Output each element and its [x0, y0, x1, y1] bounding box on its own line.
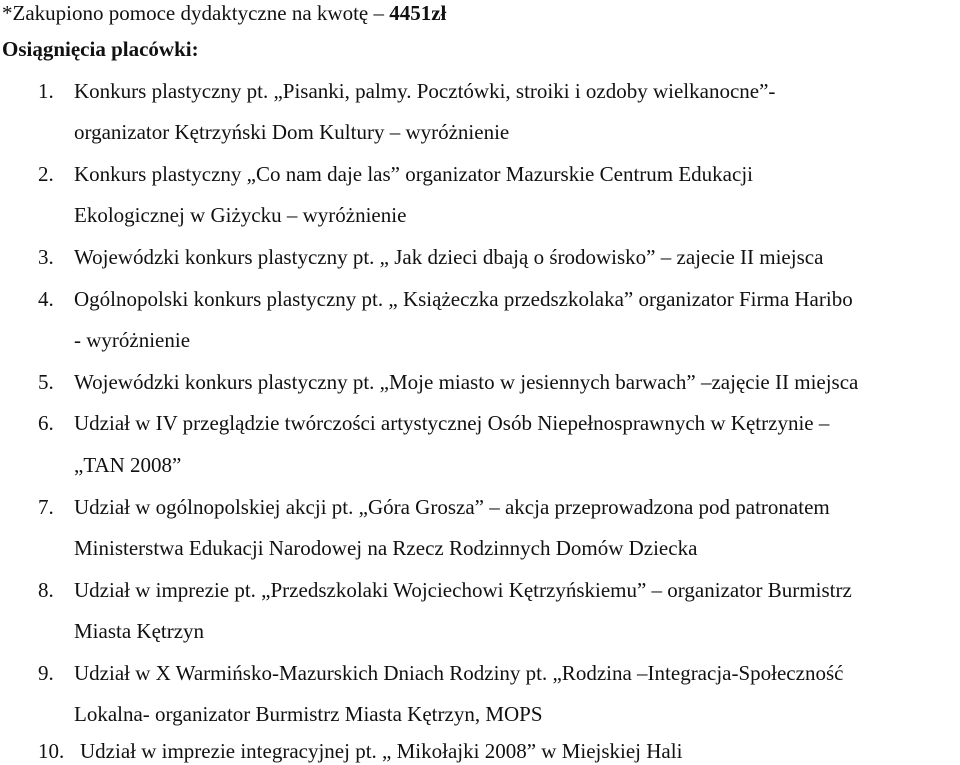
list-item-number: 10.: [38, 739, 65, 763]
list-item-number: 3.: [38, 245, 54, 269]
achievements-heading: Osiągnięcia placówki:: [2, 37, 199, 61]
list-item-7-continuation: Ministerstwa Edukacji Narodowej na Rzecz Rodzinnych Domów Dziecka: [74, 536, 698, 560]
funding-line: [2, 0, 446, 26]
list-item-number: 5.: [38, 370, 54, 394]
list-item-9-continuation: Lokalna- organizator Burmistrz Miasta Kętrzyn, MOPS: [74, 702, 543, 726]
list-item-text: Konkurs plastyczny „Co nam daje las” organizator Mazurskie Centrum Edukacji: [74, 162, 753, 186]
list-item-text: Konkurs plastyczny pt. „Pisanki, palmy. Pocztówki, stroiki i ozdoby wielkanocne”-: [74, 79, 776, 103]
list-item-9: [38, 660, 843, 686]
list-item-10: [38, 738, 682, 764]
funding-amount: 4451zł: [389, 1, 447, 25]
list-item-text: Ogólnopolski konkurs plastyczny pt. „ Książeczka przedszkolaka” organizator Firma Haribo: [74, 287, 853, 311]
list-item-number: 6.: [38, 411, 54, 435]
list-item-number: 9.: [38, 661, 54, 685]
funding-dash: –: [373, 1, 384, 25]
list-item-text: Udział w IV przeglądzie twórczości artystycznej Osób Niepełnosprawnych w Kętrzynie –: [74, 411, 830, 435]
list-item-7: [38, 494, 830, 520]
list-item-text: Udział w X Warmińsko-Mazurskich Dniach Rodziny pt. „Rodzina –Integracja-Społeczność: [74, 661, 844, 685]
list-item-6-continuation: „TAN 2008”: [74, 453, 182, 477]
list-item-number: 8.: [38, 578, 54, 602]
list-item-1: [38, 78, 775, 104]
list-item-number: 7.: [38, 495, 54, 519]
list-item-number: 2.: [38, 162, 54, 186]
list-item-2: [38, 161, 753, 187]
list-item-2-continuation: Ekologicznej w Giżycku – wyróżnienie: [74, 203, 407, 227]
list-item-4: [38, 286, 853, 312]
list-item-number: 1.: [38, 79, 54, 103]
list-item-6: [38, 410, 829, 436]
list-item-3: [38, 244, 823, 270]
list-item-8-continuation: Miasta Kętrzyn: [74, 619, 205, 643]
list-item-8: [38, 577, 852, 603]
list-item-text: Wojewódzki konkurs plastyczny pt. „ Jak dzieci dbają o środowisko” – zajecie II miejsca: [74, 245, 824, 269]
list-item-1-continuation: organizator Kętrzyński Dom Kultury – wyróżnienie: [74, 120, 510, 144]
list-item-text: Udział w imprezie integracyjnej pt. „ Mikołajki 2008” w Miejskiej Hali: [80, 739, 683, 763]
list-item-5: [38, 369, 858, 395]
funding-prefix: *Zakupiono pomoce dydaktyczne na kwotę: [2, 1, 369, 25]
list-item-text: Udział w ogólnopolskiej akcji pt. „Góra Grosza” – akcja przeprowadzona pod patronatem: [74, 495, 830, 519]
list-item-text: Udział w imprezie pt. „Przedszkolaki Wojciechowi Kętrzyńskiemu” – organizator Burmistrz: [74, 578, 852, 602]
list-item-number: 4.: [38, 287, 54, 311]
list-item-text: Wojewódzki konkurs plastyczny pt. „Moje miasto w jesiennych barwach” –zajęcie II miejsca: [74, 370, 859, 394]
list-item-4-continuation: - wyróżnienie: [74, 328, 191, 352]
